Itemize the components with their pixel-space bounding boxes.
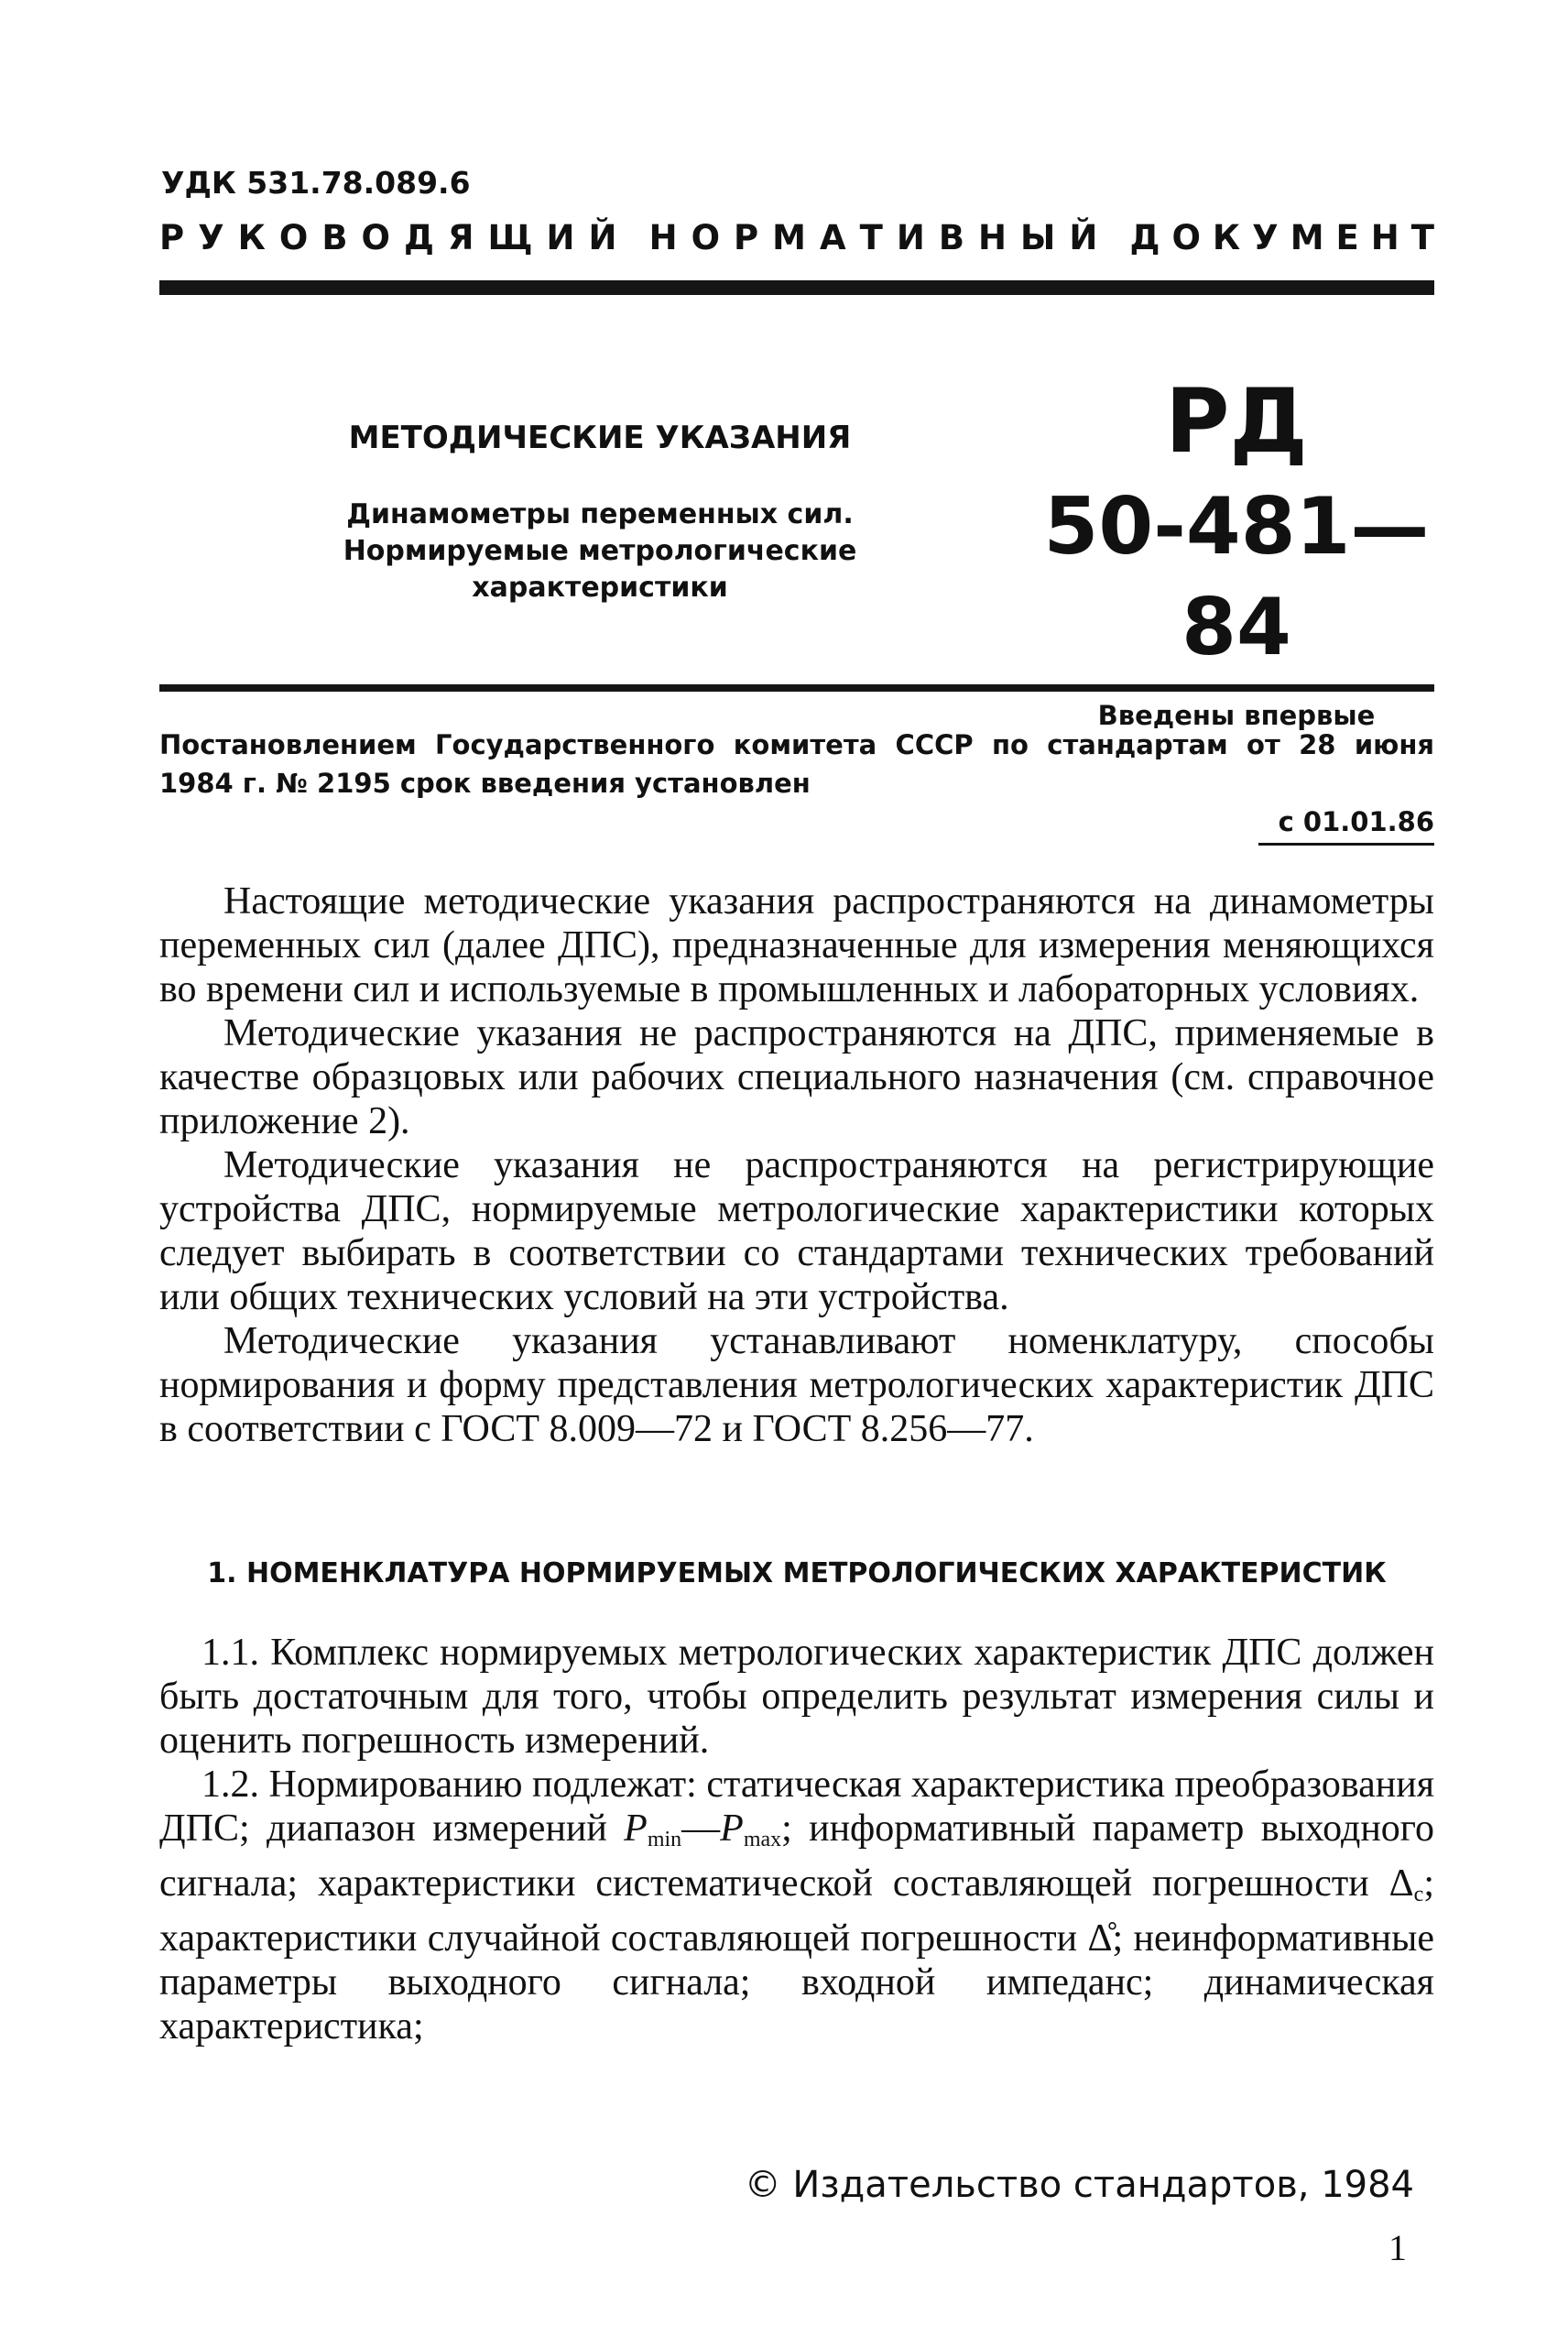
rd-label: РД [1165,370,1308,473]
item-1-1: 1.1. Комплекс нормируемых метрологических характеристик ДПС должен быть достаточным для того, чтобы определить результат измерения силы и оценить погрешность измерений. [159,1632,1434,1762]
decree-text: Постановлением Государственного комитета СССР по стандартам от 28 июня 1984 г. № 2195 срок введения установлен [159,729,1434,799]
document-series-title [159,218,1446,257]
udk-code: УДК 531.78.089.6 [161,165,471,201]
document-subtitle: Динамометры переменных сил. [346,498,854,530]
rd-designation-block [1035,370,1438,731]
delta-symbol: Δ [1388,1862,1414,1905]
copyright-notice: © Издательство стандартов, 1984 [744,2164,1414,2206]
item-text: ; информативный параметр выходного сигнала; характеристики систематической составляющей погрешности [159,1807,1434,1905]
paragraph: Методические указания не распространяются на ДПС, применяемые в качестве образцовых или рабочих специального назначения (см. справочное приложение 2). [159,1012,1434,1142]
min-subscript: min [647,1828,682,1851]
paragraph: Настоящие методические указания распространяются на динамометры переменных сил (далее ДПС), предназначенные для измерения меняющихся во времени сил и используемые в промышленных и лабораторных условиях. [159,880,1434,1010]
range-dash: — [681,1807,721,1850]
page-number: 1 [1388,2227,1407,2268]
introduction [159,879,1434,1451]
item-text: ; неинформативные параметры выходного сигнала; входной импеданс; динамическая характеристика; [159,1917,1434,2048]
item-1-2 [159,1763,1434,2048]
max-subscript: max [743,1828,782,1851]
p-symbol: P [720,1807,744,1850]
top-rule [159,280,1434,295]
middle-rule [159,684,1434,692]
random-delta-symbol: Δ̊ [1087,1917,1113,1960]
p-symbol: P [624,1807,648,1850]
section-1-body [159,1631,1434,2048]
document-title-block [211,403,989,606]
document-type: МЕТОДИЧЕСКИЕ УКАЗАНИЯ [348,420,852,456]
c-subscript: c [1413,1883,1424,1906]
document-subtitle: Нормируемые метрологические характеристики [343,535,857,604]
series-word: ДОКУМЕНТ [1129,218,1446,257]
item-text: 1.2. Нормированию подлежат: статическая характеристика преобразования ДПС; диапазон измерений [159,1764,1435,1850]
section-heading: 1. НОМЕНКЛАТУРА НОРМИРУЕМЫХ МЕТРОЛОГИЧЕСКИХ ХАРАКТЕРИСТИК [207,1557,1387,1589]
series-word: РУКОВОДЯЩИЙ [159,218,631,257]
rd-number: 50-481—84 [1043,481,1430,673]
paragraph: Методические указания не распространяются на регистрирующие устройства ДПС, нормируемые метрологические характеристики которых следует выбирать в соответствии со стандартами технических требований или общих технических условий на эти устройства. [159,1144,1434,1318]
series-word: НОРМАТИВНЫЙ [648,218,1112,257]
introduced-note: Введены впервые [1097,700,1376,731]
item-text: ; характеристики случайной составляющей погрешности [159,1862,1434,1960]
effective-date: с 01.01.86 [1258,806,1434,846]
paragraph: Методические указания устанавливают номенклатуру, способы нормирования и форму представления метрологических характеристик ДПС в соответствии с ГОСТ 8.009—72 и ГОСТ 8.256—77. [159,1320,1434,1450]
